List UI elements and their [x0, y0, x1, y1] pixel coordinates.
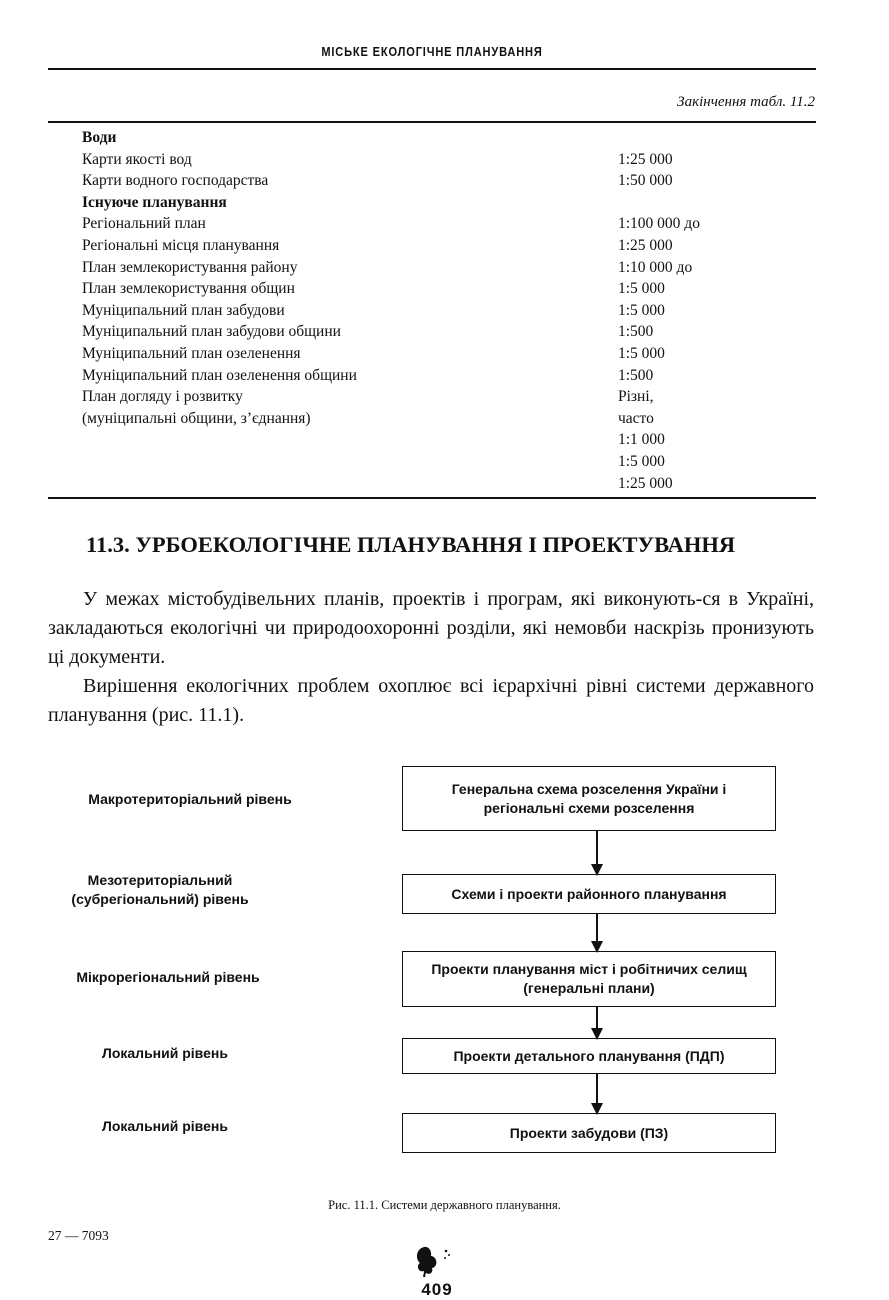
level-label-meso: Мезотериторіальний (субрегіональний) рівень	[71, 872, 249, 907]
arrow-2	[596, 914, 598, 951]
table-row-scale: 1:500	[618, 323, 654, 341]
table-row-label: Муніципальний план озеленення	[82, 345, 301, 362]
table-continuation-note: Закінчення табл. 11.2	[677, 94, 815, 110]
level-label-macro: Макротериторіальний рівень	[88, 791, 292, 807]
paragraph-2: Вирішення екологічних проблем охоплює всі ієрархічні рівні системи державного планування (рис. 11.1).	[48, 675, 814, 726]
table-row-label: Води	[82, 129, 117, 146]
table-row-label: План догляду і розвитку	[82, 388, 243, 406]
table-row-scale: 1:5 000	[618, 280, 665, 298]
table-row-scale: 1:5 000	[618, 301, 665, 319]
table-row-label: Муніципальний план забудови	[82, 301, 285, 319]
page-number: 409	[421, 1280, 453, 1299]
table-row-label: Муніципальний план озеленення общини	[82, 366, 357, 384]
table-row-scale: 1:10 000 до	[618, 258, 693, 276]
running-head: МІСЬКЕ ЕКОЛОГІЧНЕ ПЛАНУВАННЯ	[321, 44, 543, 59]
box-district-planning: Схеми і проекти районного планування	[402, 874, 776, 914]
table-row-label: Регіональні місця планування	[82, 237, 280, 254]
table-row-label: План землекористування общин	[82, 280, 295, 298]
table-top-rule	[48, 121, 816, 123]
table-row-scale: 1:25 000	[618, 150, 673, 168]
box-detailed-planning: Проекти детального планування (ПДП)	[402, 1038, 776, 1074]
figure-caption: Рис. 11.1. Системи державного планування.	[328, 1198, 561, 1212]
table-row-scale: Різні,	[618, 388, 654, 406]
printer-ornament-icon	[410, 1243, 454, 1279]
header-rule	[48, 68, 816, 70]
signature-mark: 27 — 7093	[48, 1228, 109, 1243]
level-label-local-1: Локальний рівень	[102, 1045, 228, 1061]
table-row-label: Карти якості вод	[82, 150, 192, 168]
table-row-scale: 1:5 000	[618, 453, 665, 470]
section-title: 11.3. УРБОЕКОЛОГІЧНЕ ПЛАНУВАННЯ І ПРОЕКТУВАННЯ	[86, 532, 736, 557]
box-city-planning: Проекти планування міст і робітничих селищ (генеральні плани)	[402, 951, 776, 1007]
arrow-3	[596, 1007, 598, 1038]
table-bottom-rule	[48, 497, 816, 499]
table-row-scale: 1:100 000 до	[618, 215, 700, 233]
paragraph-1: У межах містобудівельних планів, проектів і програм, які виконують-ся в Україні, закладаються екологічні чи природоохоронні розділи, які немовби наскрізь пронизують ці документи.	[48, 588, 814, 668]
table-row-scale: 1:500	[618, 366, 654, 384]
table-row-label: Муніципальний план забудови общини	[82, 323, 341, 341]
table-row-label: План землекористування району	[82, 258, 298, 276]
table-row-scale: часто	[618, 409, 654, 427]
box-development-projects: Проекти забудови (ПЗ)	[402, 1113, 776, 1153]
table-row-scale: 1:50 000	[618, 172, 673, 190]
table-row-label: Регіональний план	[82, 215, 206, 233]
table-row-label: (муніципальні общини, з’єднання)	[82, 409, 311, 427]
box-general-scheme: Генеральна схема розселення України і регіональні схеми розселення	[402, 766, 776, 831]
table-row-label: Карти водного господарства	[82, 172, 269, 190]
arrow-4	[596, 1074, 598, 1113]
table-row-scale: 1:1 000	[618, 431, 665, 449]
arrow-1	[596, 831, 598, 874]
table-row-scale: 1:25 000	[618, 474, 673, 492]
table-row-scale: 1:25 000	[618, 237, 673, 254]
table-row-scale: 1:5 000	[618, 345, 665, 362]
level-label-micro: Мікрорегіональний рівень	[76, 969, 260, 985]
table-row-label: Існуюче планування	[82, 193, 227, 211]
level-label-local-2: Локальний рівень	[102, 1118, 228, 1134]
